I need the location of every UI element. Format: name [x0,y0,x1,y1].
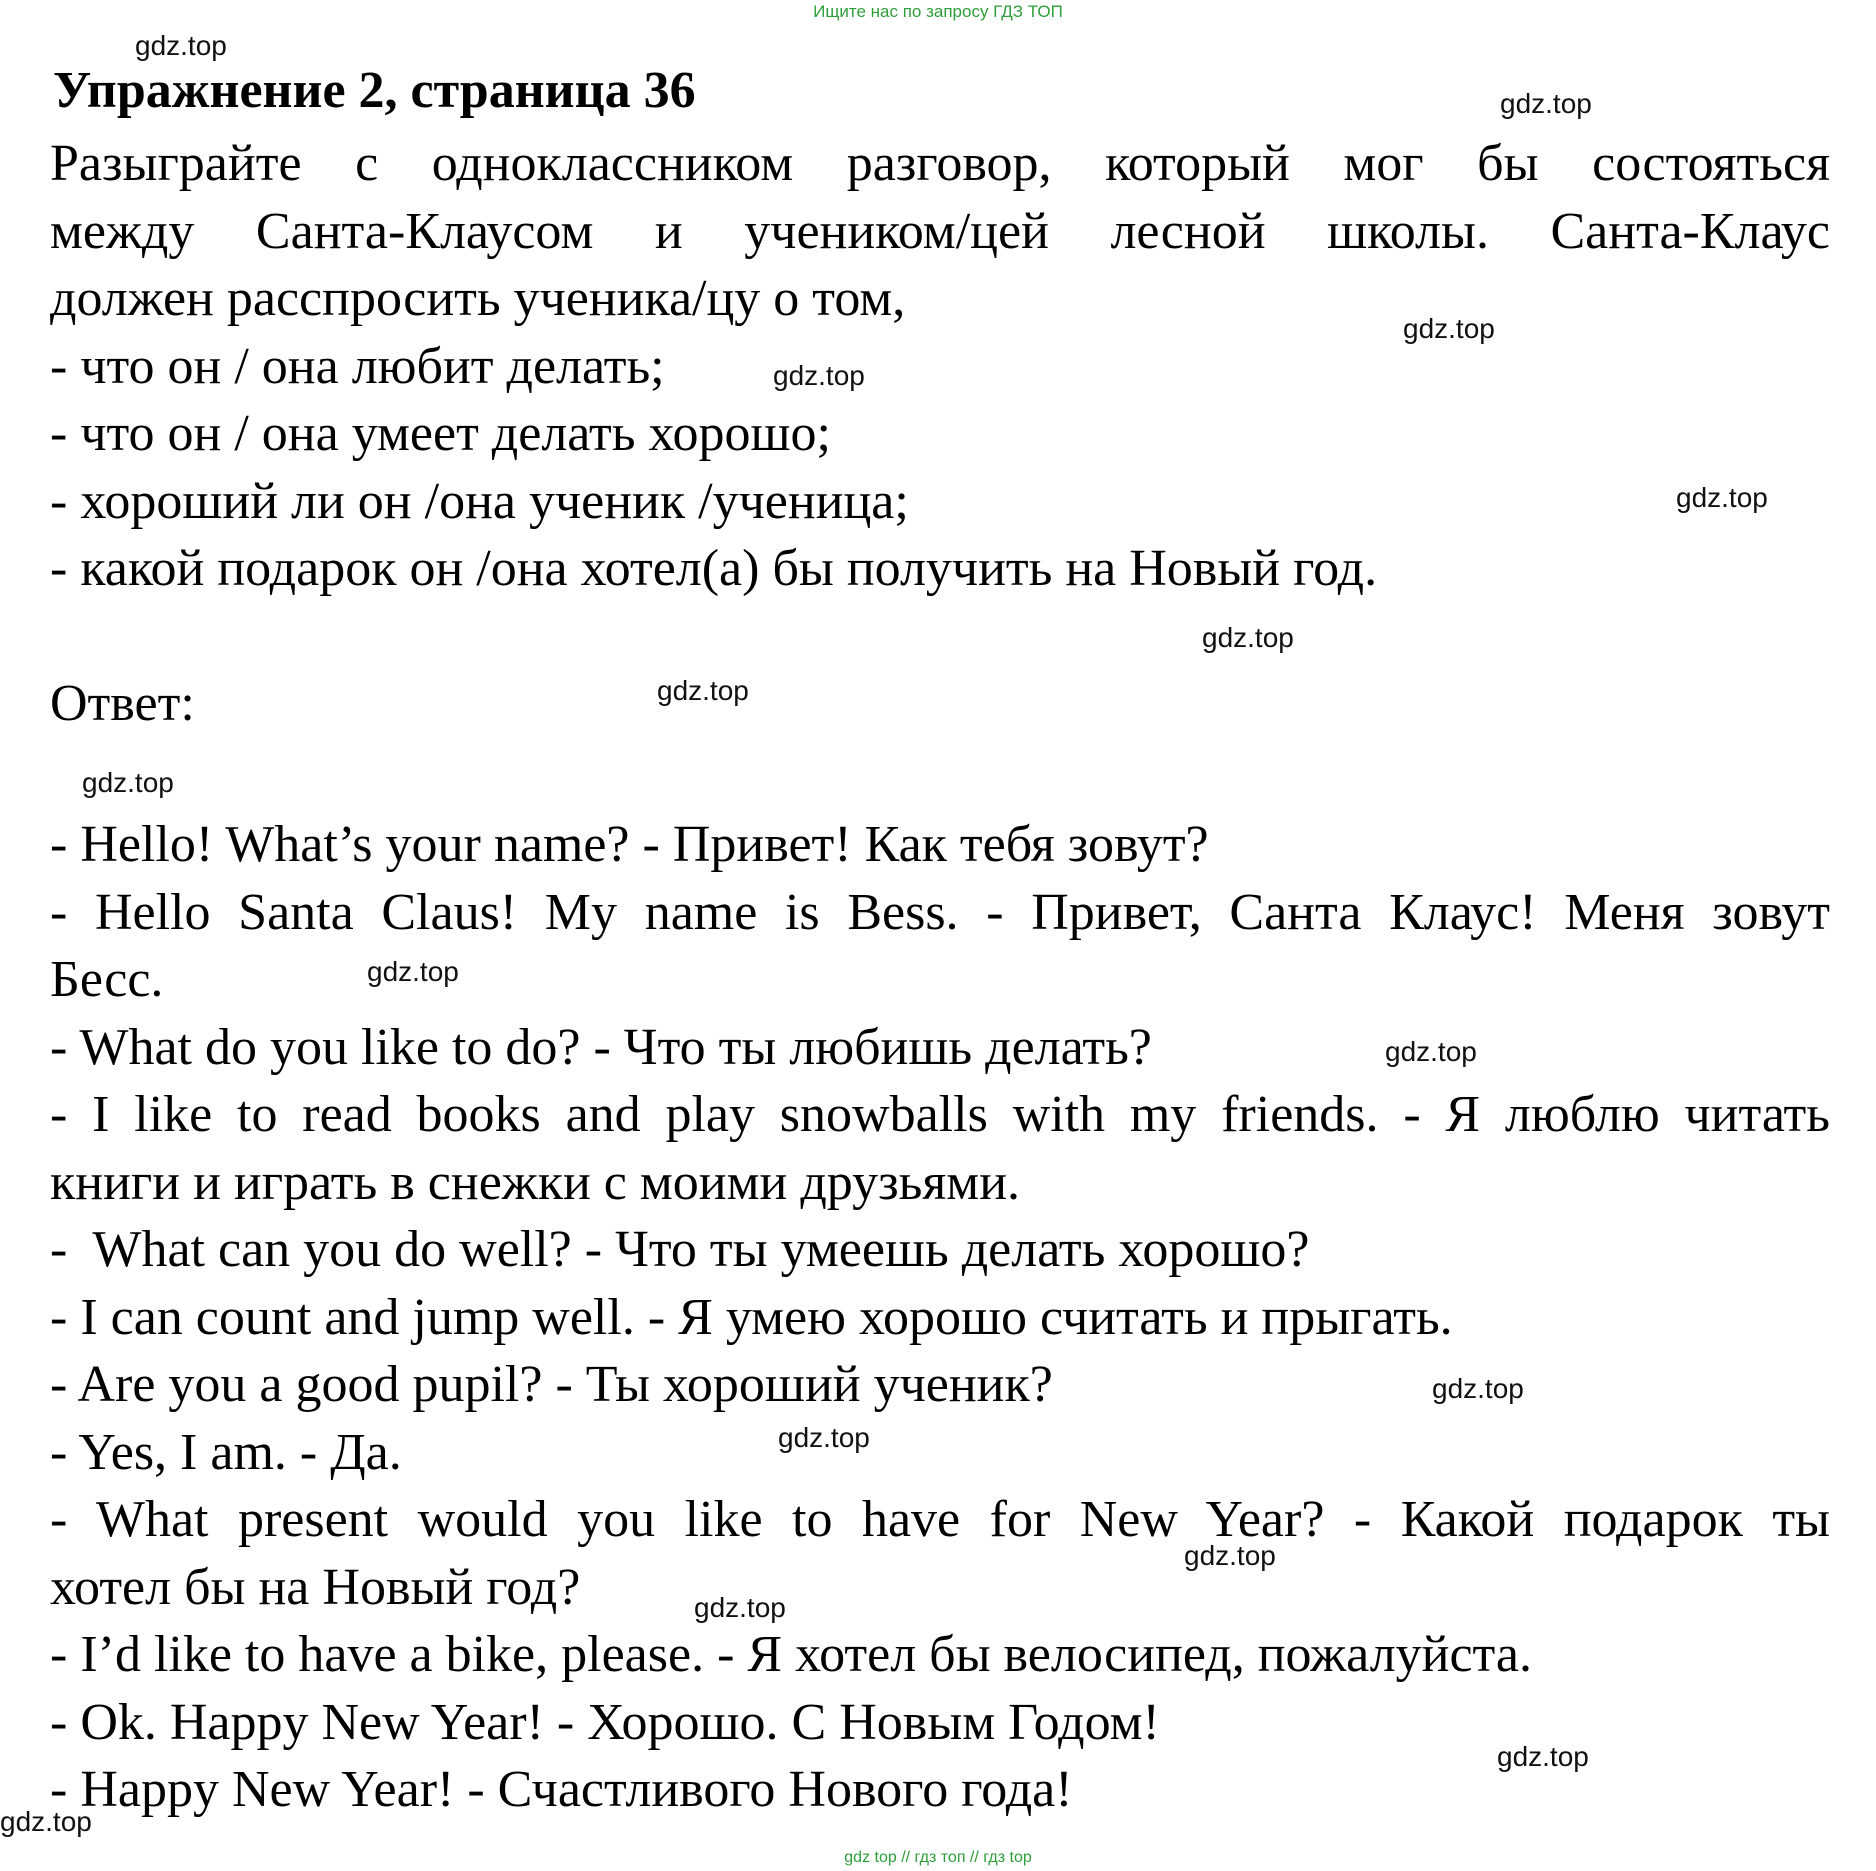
watermark: gdz.top [657,675,749,706]
dialogue-line: - Yes, I am. - Да. [50,1423,402,1481]
dialogue-line: - Hello! What’s your name? - Привет! Как тебя зовут? [50,816,1209,873]
dialogue-line: Бесс. [50,951,164,1008]
document-body [50,130,1830,1824]
task-text-line-3: должен расспросить ученика/цу о том, [50,270,906,327]
watermark: gdz.top [1385,1036,1477,1067]
task-bullet: - что он / она любит делать; [50,337,665,395]
watermark: gdz.top [694,1592,786,1623]
watermark: gdz.top [1403,313,1495,344]
dialogue-line: - I’d like to have a bike, please. - Я хотел бы велосипед, пожалуйста. [50,1626,1532,1683]
bottom-banner[interactable]: gdz top // гдз топ // гдз top [844,1849,1032,1866]
dialogue-line: - I can count and jump well. - Я умею хорошо считать и прыгать. [50,1288,1453,1346]
task-bullet: - что он / она умеет делать хорошо; [50,405,831,462]
dialogue-line: книги и играть в снежки с моими друзьями. [50,1153,1021,1211]
dialogue-line: - What do you like to do? - Что ты любишь делать? [50,1018,1152,1076]
watermark: gdz.top [82,767,174,798]
dialogue-line: - Ok. Happy New Year! - Хорошо. С Новым Годом! [50,1693,1160,1751]
dialogue-line: - Happy New Year! - Счастливого Нового года! [50,1761,1073,1818]
watermark: gdz.top [1432,1373,1524,1404]
task-bullet: - хороший ли он /она ученик /ученица; [50,472,909,530]
watermark: gdz.top [1497,1741,1589,1772]
dialogue-line: - Hello Santa Claus! My name is Bess. - Привет, Санта Клаус! Меня зовут [50,883,1830,941]
watermark: gdz.top [1500,88,1592,119]
page-title: Упражнение 2, страница 36 [53,62,696,119]
watermark: gdz.top [1202,622,1294,653]
task-text-line-1: Разыграйте с одноклассником разговор, который мог бы состояться [50,135,1830,192]
dialogue-line: - Are you a good pupil? - Ты хороший ученик? [50,1356,1053,1413]
watermark: gdz.top [778,1422,870,1453]
task-bullet: - какой подарок он /она хотел(а) бы получить на Новый год. [50,540,1378,597]
dialogue-line: хотел бы на Новый год? [50,1558,581,1616]
watermark: gdz.top [1184,1540,1276,1571]
answer-label: Ответ: [50,674,195,732]
watermark: gdz.top [773,360,865,391]
watermark: gdz.top [1676,482,1768,513]
task-text-line-2: между Санта-Клаусом и учеником/цей лесной школы. Санта-Клаус [50,202,1830,260]
dialogue-line: - What can you do well? - Что ты умеешь делать хорошо? [50,1221,1310,1278]
watermark: gdz.top [367,956,459,987]
watermark: gdz.top [135,30,227,61]
watermark: gdz.top [0,1806,92,1837]
dialogue-line: - I like to read books and play snowballs with my friends. - Я люблю читать [50,1086,1830,1143]
dialogue-line: - What present would you like to have for New Year? - Какой подарок ты [50,1491,1830,1548]
top-banner[interactable]: Ищите нас по запросу ГДЗ ТОП [813,2,1063,21]
